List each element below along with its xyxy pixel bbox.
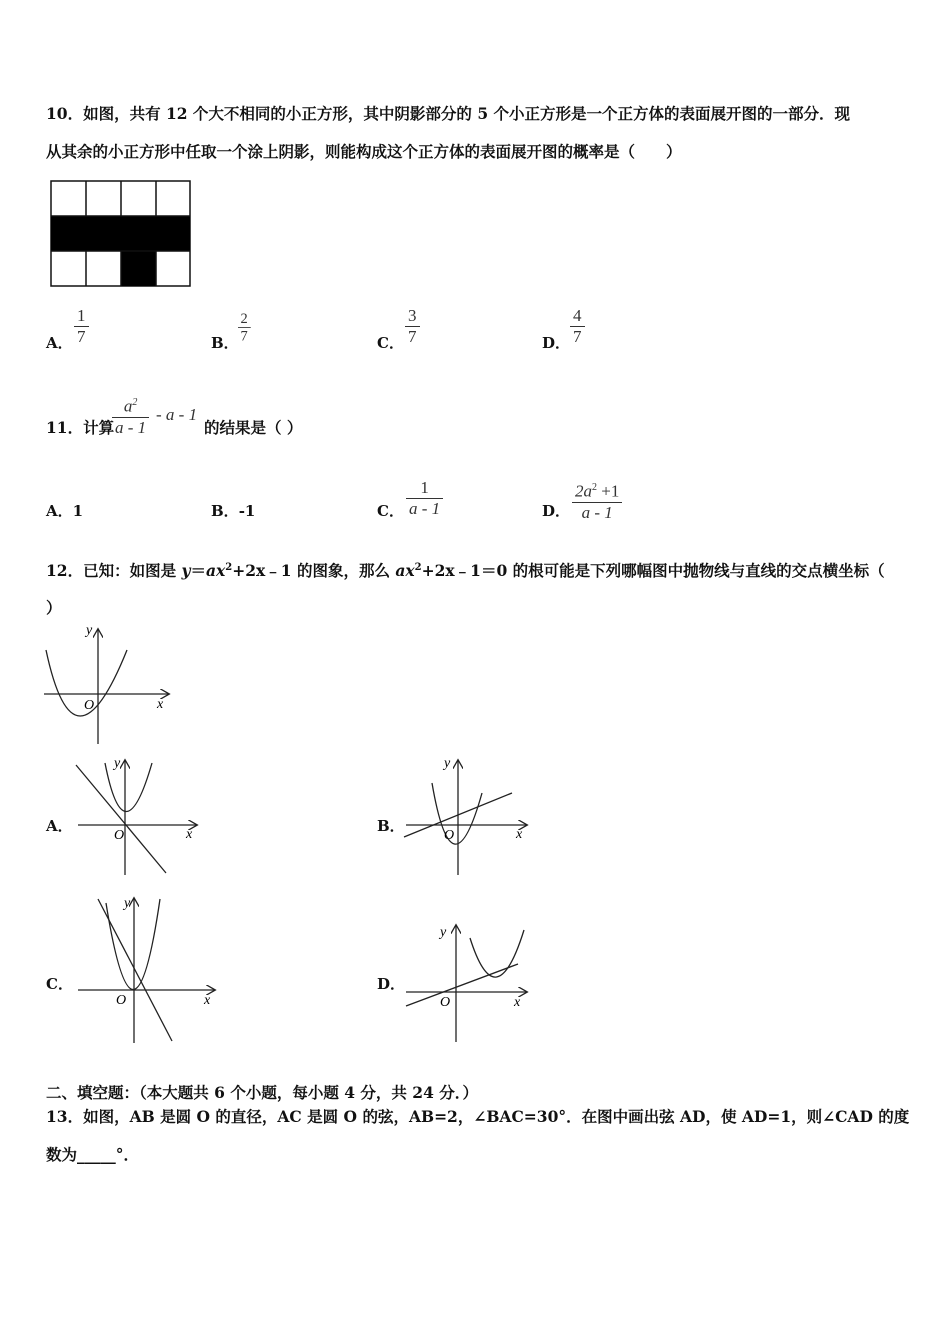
y-axis-label: y <box>86 623 93 638</box>
section-heading: 二、填空题：（本大题共 6 个小题，每小题 4 分，共 24 分．） <box>46 1083 479 1102</box>
parabola <box>470 930 524 977</box>
q12-option-d-label: D． <box>377 975 406 993</box>
q12-eq1-rest: +2x﹣1 <box>232 561 292 580</box>
q12-text-b: 的图象，那么 <box>291 561 396 580</box>
q10-text-line2: 从其余的小正方形中任取一个涂上阴影，则能构成这个正方体的表面展开图的概率是（ ） <box>46 142 682 161</box>
q11-expression-fraction <box>112 393 149 438</box>
fraction-denominator: 7 <box>408 327 417 346</box>
q11-num-exp: 2 <box>132 397 138 408</box>
d-num-a: 2a <box>575 481 592 501</box>
y-axis-label: y <box>114 756 121 771</box>
q12-option-a-graph <box>72 755 202 877</box>
fraction-denominator: 7 <box>573 327 582 346</box>
x-axis-label: x <box>516 827 523 842</box>
q10-option-d-fraction <box>570 306 585 347</box>
option-label: B． <box>211 502 239 520</box>
q12-eq1-eq: ＝ <box>190 561 206 580</box>
q11-option-a <box>46 500 83 521</box>
q11-num-base: a <box>123 396 133 416</box>
q10-option-a-fraction <box>74 306 89 347</box>
line <box>406 964 518 1006</box>
q12-eq2-exp: 2 <box>414 561 422 573</box>
y-axis-label: y <box>444 756 451 771</box>
q10-option-b-fraction <box>238 310 250 345</box>
q11-den: a - 1 <box>115 417 147 437</box>
q12-eq2-ax: ax <box>395 561 415 580</box>
fraction-numerator: 1 <box>77 306 86 325</box>
q12-eq1-y: y <box>181 561 191 580</box>
q11-suffix: 的结果是（ ） <box>204 418 303 437</box>
d-num-b: +1 <box>597 481 620 501</box>
q12-eq1-ax: ax <box>206 561 226 580</box>
q12-main-graph <box>40 622 175 747</box>
q10-option-d-label: D． <box>542 334 571 352</box>
q12-option-b-label: B． <box>377 817 405 835</box>
q12-eq2-rest: +2x﹣1＝0 <box>421 561 508 580</box>
d-num-exp: 2 <box>592 482 597 493</box>
q11-option-b <box>211 500 255 521</box>
fraction-numerator: 4 <box>573 306 582 325</box>
q11-option-d-fraction <box>572 478 622 523</box>
q11-option-c-fraction <box>406 478 443 519</box>
x-axis-label: x <box>186 827 193 842</box>
q12-option-a-label: A． <box>46 817 73 835</box>
origin-label: O <box>444 828 455 843</box>
x-axis-label: x <box>514 995 521 1010</box>
origin-label: O <box>116 993 127 1008</box>
origin-label: O <box>84 698 95 713</box>
q11-option-d-label: D． <box>542 502 571 520</box>
q10-option-a-label: A． <box>46 334 73 352</box>
q11-rest-expression: - a - 1 <box>156 405 198 424</box>
q12-option-d-graph <box>400 920 532 1045</box>
parabola <box>106 899 160 990</box>
fraction-denominator: a - 1 <box>581 502 613 522</box>
option-value: -1 <box>238 502 256 520</box>
y-axis-label: y <box>440 925 447 940</box>
fraction-numerator: 3 <box>408 306 417 325</box>
origin-label: O <box>440 995 451 1010</box>
shaded-cell <box>121 251 156 286</box>
q12-text-line2: ） <box>46 598 62 617</box>
q10-option-c-label: C． <box>377 334 404 352</box>
q12-text-line1 <box>46 559 885 581</box>
fraction-numerator: 2 <box>240 310 248 327</box>
fraction-denominator: 7 <box>77 327 86 346</box>
shaded-row <box>51 216 190 251</box>
line <box>98 899 172 1041</box>
q12-option-c-label: C． <box>46 975 73 993</box>
q10-option-b-label: B． <box>211 334 239 352</box>
fraction-numerator: 1 <box>420 478 429 497</box>
q12-text-c: 的根可能是下列哪幅图中抛物线与直线的交点横坐标（ <box>507 561 885 580</box>
y-axis-label: y <box>124 896 131 911</box>
q12-eq1-exp: 2 <box>225 561 233 573</box>
q13-text-line2: 数为_____°． <box>46 1145 140 1164</box>
option-value: 1 <box>72 502 84 520</box>
fraction-denominator: 7 <box>240 327 248 344</box>
option-label: A． <box>46 502 73 520</box>
fraction-denominator: a - 1 <box>409 499 441 518</box>
q12-text-a: 12．已知：如图是 <box>46 561 182 580</box>
q11-prefix: 11．计算 <box>46 418 115 437</box>
q13-text-line1: 13．如图，AB 是圆 O 的直径，AC 是圆 O 的弦，AB=2，∠BAC=30°．在图中画出弦 AD，使 AD=1，则∠CAD 的度 <box>46 1107 910 1126</box>
parabola <box>105 763 152 812</box>
q10-grid-figure <box>50 180 192 288</box>
x-axis-label: x <box>157 697 164 712</box>
q10-text-line1: 10．如图，共有 12 个大不相同的小正方形，其中阴影部分的 5 个小正方形是一个正方体的表面展开图的一部分．现 <box>46 104 851 123</box>
q12-option-b-graph <box>400 755 532 877</box>
q12-option-c-graph <box>72 893 222 1045</box>
origin-label: O <box>114 828 125 843</box>
q11-option-c-label: C． <box>377 502 404 520</box>
line <box>76 765 166 873</box>
x-axis-label: x <box>204 993 211 1008</box>
parabola <box>432 783 482 844</box>
q10-option-c-fraction <box>405 306 420 347</box>
